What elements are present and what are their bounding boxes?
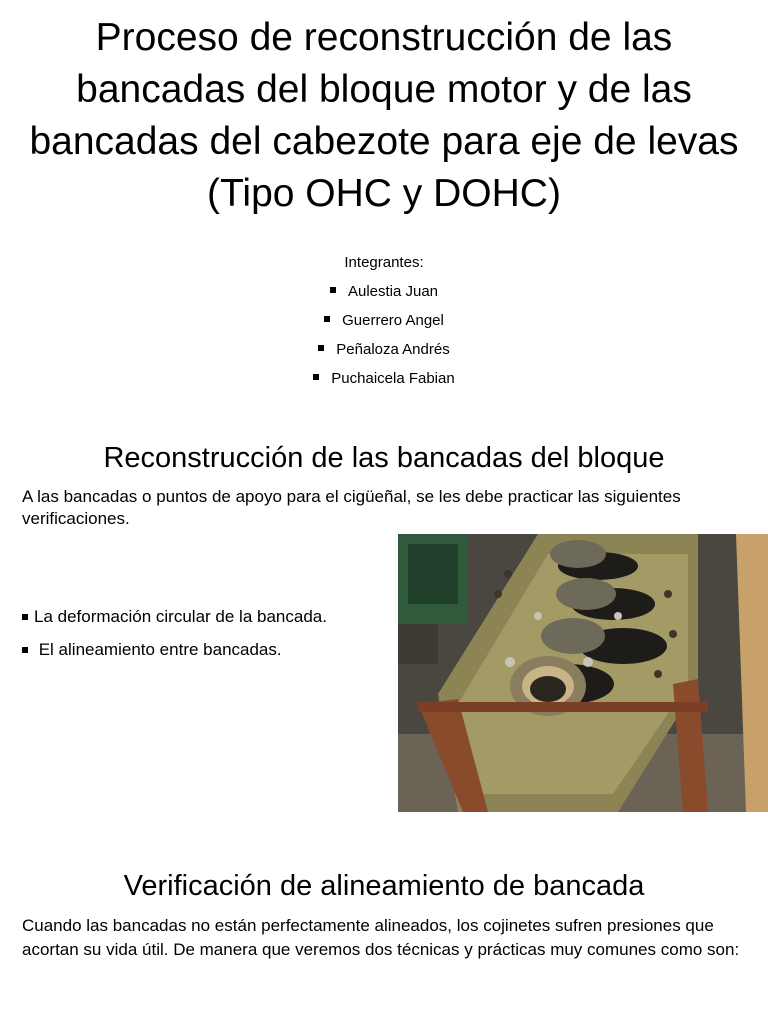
block-reconstruction-slide — [0, 430, 768, 830]
section-heading: Reconstrucción de las bancadas del bloque — [103, 442, 665, 474]
engine-block-illustration — [398, 534, 768, 812]
square-bullet-icon — [324, 316, 330, 322]
member-name: Aulestia Juan — [347, 283, 439, 300]
square-bullet-icon — [22, 614, 28, 620]
alignment-slide — [0, 860, 768, 1024]
intro-paragraph: A las bancadas o puntos de apoyo para el cigüeñal, se les debe practicar las siguientes verificaciones. — [22, 487, 681, 528]
check-item — [22, 639, 392, 672]
member-name: Puchaicela Fabian — [331, 370, 455, 387]
square-bullet-icon — [313, 374, 319, 380]
check-text: El alineamiento entre bancadas. — [34, 640, 282, 659]
engine-block-photo — [398, 534, 768, 812]
member-item — [0, 308, 768, 337]
member-name: Peñaloza Andrés — [336, 341, 450, 358]
members-block — [0, 250, 768, 395]
checks-list — [22, 606, 392, 672]
member-name: Guerrero Angel — [342, 312, 444, 329]
intro-paragraph: Cuando las bancadas no están perfectamente alineados, los cojinetes sufren presiones que acortan su vida útil. De manera que veremos dos técnicas y prácticas muy comunes como son: — [22, 916, 740, 959]
member-item — [0, 337, 768, 366]
square-bullet-icon — [330, 287, 336, 293]
check-item — [22, 606, 392, 639]
main-title: Proceso de reconstrucción de las bancadas del bloque motor y de las bancadas del cabezote para eje de levas (Tipo OHC y DOHC) — [29, 16, 739, 215]
member-item — [0, 366, 768, 395]
section-heading: Verificación de alineamiento de bancada — [123, 870, 645, 902]
square-bullet-icon — [318, 345, 324, 351]
members-list — [0, 279, 768, 395]
check-text: La deformación circular de la bancada. — [34, 607, 327, 626]
member-item — [0, 279, 768, 308]
title-slide — [0, 0, 768, 410]
square-bullet-icon — [22, 647, 28, 653]
members-label: Integrantes: — [344, 254, 424, 271]
